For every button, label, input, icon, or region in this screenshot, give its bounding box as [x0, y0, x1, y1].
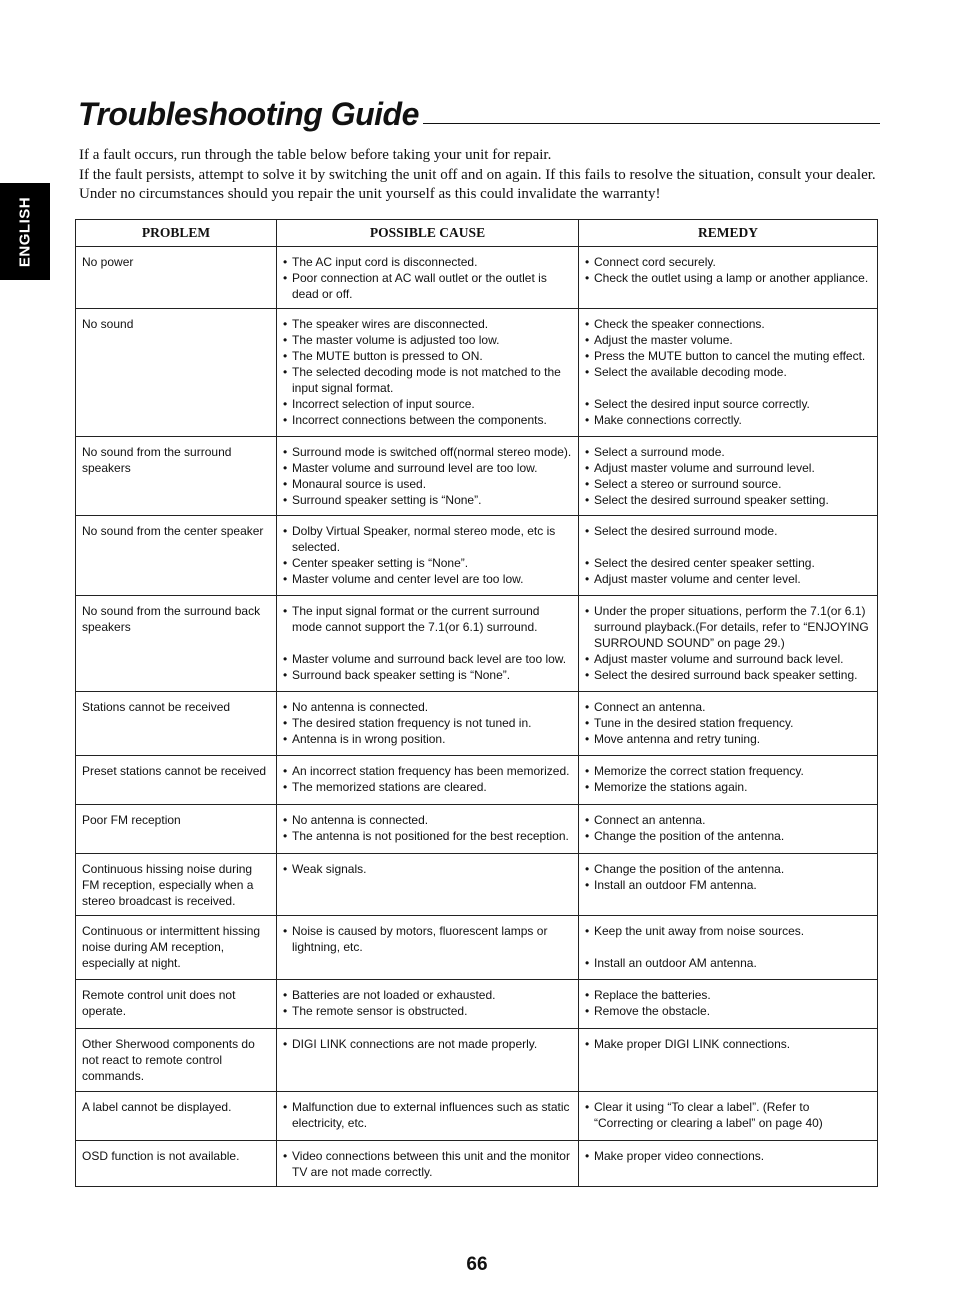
remedy-cell — [579, 596, 878, 692]
remedy-list — [585, 763, 871, 795]
problem-cell: Poor FM reception — [76, 805, 277, 854]
cause-item: • Master volume and surround back level are too low. — [283, 651, 572, 667]
cause-item: • The speaker wires are disconnected. — [283, 316, 572, 332]
problem-cell: Other Sherwood components do not react to remote control commands. — [76, 1029, 277, 1092]
remedy-cell — [579, 805, 878, 854]
table-row — [76, 437, 878, 516]
remedy-item: • Replace the batteries. — [585, 987, 871, 1003]
cause-cell — [277, 1092, 579, 1141]
intro-text — [79, 146, 879, 205]
table-row — [76, 756, 878, 805]
cause-item: • Video connections between this unit and the monitor TV are not made correctly. — [283, 1148, 572, 1180]
remedy-item: • Adjust master volume and surround level. — [585, 460, 871, 476]
cause-list — [283, 1099, 572, 1131]
cause-list — [283, 987, 572, 1019]
remedy-list — [585, 1148, 871, 1164]
cause-cell — [277, 756, 579, 805]
cause-cell — [277, 1029, 579, 1092]
remedy-item: • Adjust master volume and center level. — [585, 571, 871, 587]
remedy-item: • Select the desired surround mode. — [585, 523, 871, 539]
remedy-list — [585, 1036, 871, 1052]
remedy-item: • Change the position of the antenna. — [585, 828, 871, 844]
cause-list — [283, 523, 572, 587]
remedy-cell — [579, 437, 878, 516]
cause-item: • An incorrect station frequency has been memorized. — [283, 763, 572, 779]
cause-item: • Malfunction due to external influences such as static electricity, etc. — [283, 1099, 572, 1131]
cause-item: • The selected decoding mode is not matched to the input signal format. — [283, 364, 572, 396]
cause-item: • Surround mode is switched off(normal stereo mode). — [283, 444, 572, 460]
remedy-list — [585, 444, 871, 508]
remedy-item: • Select the desired input source correctly. — [585, 396, 871, 412]
cause-item: • The MUTE button is pressed to ON. — [283, 348, 572, 364]
title-row — [78, 92, 880, 132]
table-row — [76, 980, 878, 1029]
remedy-item: • Check the speaker connections. — [585, 316, 871, 332]
cause-cell — [277, 916, 579, 980]
remedy-item: • Clear it using “To clear a label”. (Refer to “Correcting or clearing a label” on page 40) — [585, 1099, 871, 1131]
remedy-list — [585, 603, 871, 683]
cause-item: • No antenna is connected. — [283, 812, 572, 828]
remedy-item: • Tune in the desired station frequency. — [585, 715, 871, 731]
cause-cell — [277, 980, 579, 1029]
cause-cell — [277, 692, 579, 756]
cause-list — [283, 699, 572, 747]
remedy-cell — [579, 692, 878, 756]
remedy-item: • Make proper DIGI LINK connections. — [585, 1036, 871, 1052]
problem-cell: A label cannot be displayed. — [76, 1092, 277, 1141]
remedy-list — [585, 699, 871, 747]
table-body — [76, 247, 878, 1187]
header-remedy: REMEDY — [579, 220, 878, 247]
cause-item: • Dolby Virtual Speaker, normal stereo mode, etc is selected. — [283, 523, 572, 555]
remedy-cell — [579, 516, 878, 596]
table-row — [76, 516, 878, 596]
remedy-cell — [579, 854, 878, 916]
table-row — [76, 596, 878, 692]
remedy-cell — [579, 1092, 878, 1141]
remedy-cell — [579, 1141, 878, 1187]
remedy-item: • Under the proper situations, perform the 7.1(or 6.1) surround playback.(For details, refer to “ENJOYING SURROUND SOUND” on page 29.) — [585, 603, 871, 651]
cause-item: • Poor connection at AC wall outlet or the outlet is dead or off. — [283, 270, 572, 302]
table-row — [76, 247, 878, 309]
remedy-item: • Make proper video connections. — [585, 1148, 871, 1164]
cause-item: • Master volume and surround level are too low. — [283, 460, 572, 476]
cause-item: • The input signal format or the current surround mode cannot support the 7.1(or 6.1) surround. — [283, 603, 572, 635]
problem-cell: No power — [76, 247, 277, 309]
remedy-item: • Memorize the stations again. — [585, 779, 871, 795]
remedy-item: • Change the position of the antenna. — [585, 861, 871, 877]
remedy-list — [585, 923, 871, 971]
cause-list — [283, 1148, 572, 1180]
remedy-item: • Move antenna and retry tuning. — [585, 731, 871, 747]
cause-list — [283, 603, 572, 683]
remedy-item: • Select the desired center speaker setting. — [585, 555, 871, 571]
table-row — [76, 1141, 878, 1187]
cause-item: • Antenna is in wrong position. — [283, 731, 572, 747]
remedy-item: • Make connections correctly. — [585, 412, 871, 428]
list-spacer — [585, 380, 871, 396]
remedy-item: • Keep the unit away from noise sources. — [585, 923, 871, 939]
cause-cell — [277, 247, 579, 309]
remedy-item: • Press the MUTE button to cancel the muting effect. — [585, 348, 871, 364]
table-row — [76, 692, 878, 756]
cause-item: • Batteries are not loaded or exhausted. — [283, 987, 572, 1003]
cause-cell — [277, 805, 579, 854]
cause-list — [283, 812, 572, 844]
table-header-row — [76, 220, 878, 247]
problem-cell: Preset stations cannot be received — [76, 756, 277, 805]
cause-list — [283, 861, 572, 877]
remedy-list — [585, 254, 871, 286]
cause-item: • The master volume is adjusted too low. — [283, 332, 572, 348]
remedy-item: • Adjust master volume and surround back level. — [585, 651, 871, 667]
remedy-item: • Remove the obstacle. — [585, 1003, 871, 1019]
remedy-item: • Select a stereo or surround source. — [585, 476, 871, 492]
remedy-item: • Connect an antenna. — [585, 812, 871, 828]
remedy-cell — [579, 309, 878, 437]
list-spacer — [283, 635, 572, 651]
page-number: 66 — [466, 1254, 488, 1275]
problem-cell: No sound from the surround speakers — [76, 437, 277, 516]
cause-cell — [277, 309, 579, 437]
remedy-item: • Install an outdoor FM antenna. — [585, 877, 871, 893]
cause-item: • The antenna is not positioned for the best reception. — [283, 828, 572, 844]
cause-item: • Noise is caused by motors, fluorescent lamps or lightning, etc. — [283, 923, 572, 955]
cause-item: • DIGI LINK connections are not made properly. — [283, 1036, 572, 1052]
table-row — [76, 916, 878, 980]
cause-cell — [277, 596, 579, 692]
cause-list — [283, 763, 572, 795]
cause-list — [283, 254, 572, 302]
cause-item: • The remote sensor is obstructed. — [283, 1003, 572, 1019]
problem-cell: No sound from the center speaker — [76, 516, 277, 596]
header-problem: PROBLEM — [76, 220, 277, 247]
cause-list — [283, 923, 572, 955]
cause-item: • The memorized stations are cleared. — [283, 779, 572, 795]
list-spacer — [585, 939, 871, 955]
problem-cell: Stations cannot be received — [76, 692, 277, 756]
cause-item: • The AC input cord is disconnected. — [283, 254, 572, 270]
cause-list — [283, 444, 572, 508]
title-rule — [423, 123, 880, 124]
list-spacer — [585, 539, 871, 555]
problem-cell: Remote control unit does not operate. — [76, 980, 277, 1029]
remedy-item: • Select a surround mode. — [585, 444, 871, 460]
problem-cell: No sound — [76, 309, 277, 437]
remedy-list — [585, 523, 871, 587]
cause-item: • Monaural source is used. — [283, 476, 572, 492]
intro-line: If a fault occurs, run through the table below before taking your unit for repair. — [79, 147, 552, 163]
cause-cell — [277, 437, 579, 516]
problem-cell: OSD function is not available. — [76, 1141, 277, 1187]
remedy-list — [585, 316, 871, 428]
remedy-item: • Memorize the correct station frequency. — [585, 763, 871, 779]
problem-cell: Continuous hissing noise during FM reception, especially when a stereo broadcast is received. — [76, 854, 277, 916]
cause-cell — [277, 516, 579, 596]
table-row — [76, 1029, 878, 1092]
remedy-item: • Connect an antenna. — [585, 699, 871, 715]
cause-list — [283, 316, 572, 428]
remedy-cell — [579, 756, 878, 805]
header-possible-cause: POSSIBLE CAUSE — [277, 220, 579, 247]
remedy-list — [585, 1099, 871, 1131]
cause-item: • No antenna is connected. — [283, 699, 572, 715]
cause-item: • Surround back speaker setting is “None”. — [283, 667, 572, 683]
page-title: Troubleshooting Guide — [78, 96, 419, 132]
intro-line: If the fault persists, attempt to solve it by switching the unit off and on again. If this fails to resolve the situation, consult your dealer. Under no circumstances should you repair the unit yourself as this could invalidate the warranty! — [79, 166, 876, 202]
table-row — [76, 805, 878, 854]
problem-cell: Continuous or intermittent hissing noise during AM reception, especially at night. — [76, 916, 277, 980]
remedy-item: • Install an outdoor AM antenna. — [585, 955, 871, 971]
language-tab-label: ENGLISH — [16, 196, 34, 267]
remedy-cell — [579, 916, 878, 980]
cause-item: • Incorrect selection of input source. — [283, 396, 572, 412]
table-row — [76, 309, 878, 437]
cause-item: • The desired station frequency is not tuned in. — [283, 715, 572, 731]
language-tab — [0, 183, 50, 280]
cause-item: • Surround speaker setting is “None”. — [283, 492, 572, 508]
remedy-item: • Select the desired surround back speaker setting. — [585, 667, 871, 683]
remedy-cell — [579, 247, 878, 309]
cause-item: • Weak signals. — [283, 861, 572, 877]
cause-list — [283, 1036, 572, 1052]
remedy-list — [585, 861, 871, 893]
table-row — [76, 1092, 878, 1141]
remedy-list — [585, 812, 871, 844]
problem-cell: No sound from the surround back speakers — [76, 596, 277, 692]
remedy-item: • Connect cord securely. — [585, 254, 871, 270]
cause-item: • Incorrect connections between the components. — [283, 412, 572, 428]
cause-cell — [277, 1141, 579, 1187]
remedy-cell — [579, 1029, 878, 1092]
remedy-item: • Select the desired surround speaker setting. — [585, 492, 871, 508]
cause-item: • Center speaker setting is “None”. — [283, 555, 572, 571]
troubleshooting-table — [75, 219, 878, 1187]
remedy-cell — [579, 980, 878, 1029]
cause-item: • Master volume and center level are too low. — [283, 571, 572, 587]
table-row — [76, 854, 878, 916]
remedy-item: • Select the available decoding mode. — [585, 364, 871, 380]
remedy-list — [585, 987, 871, 1019]
remedy-item: • Check the outlet using a lamp or another appliance. — [585, 270, 871, 286]
remedy-item: • Adjust the master volume. — [585, 332, 871, 348]
cause-cell — [277, 854, 579, 916]
